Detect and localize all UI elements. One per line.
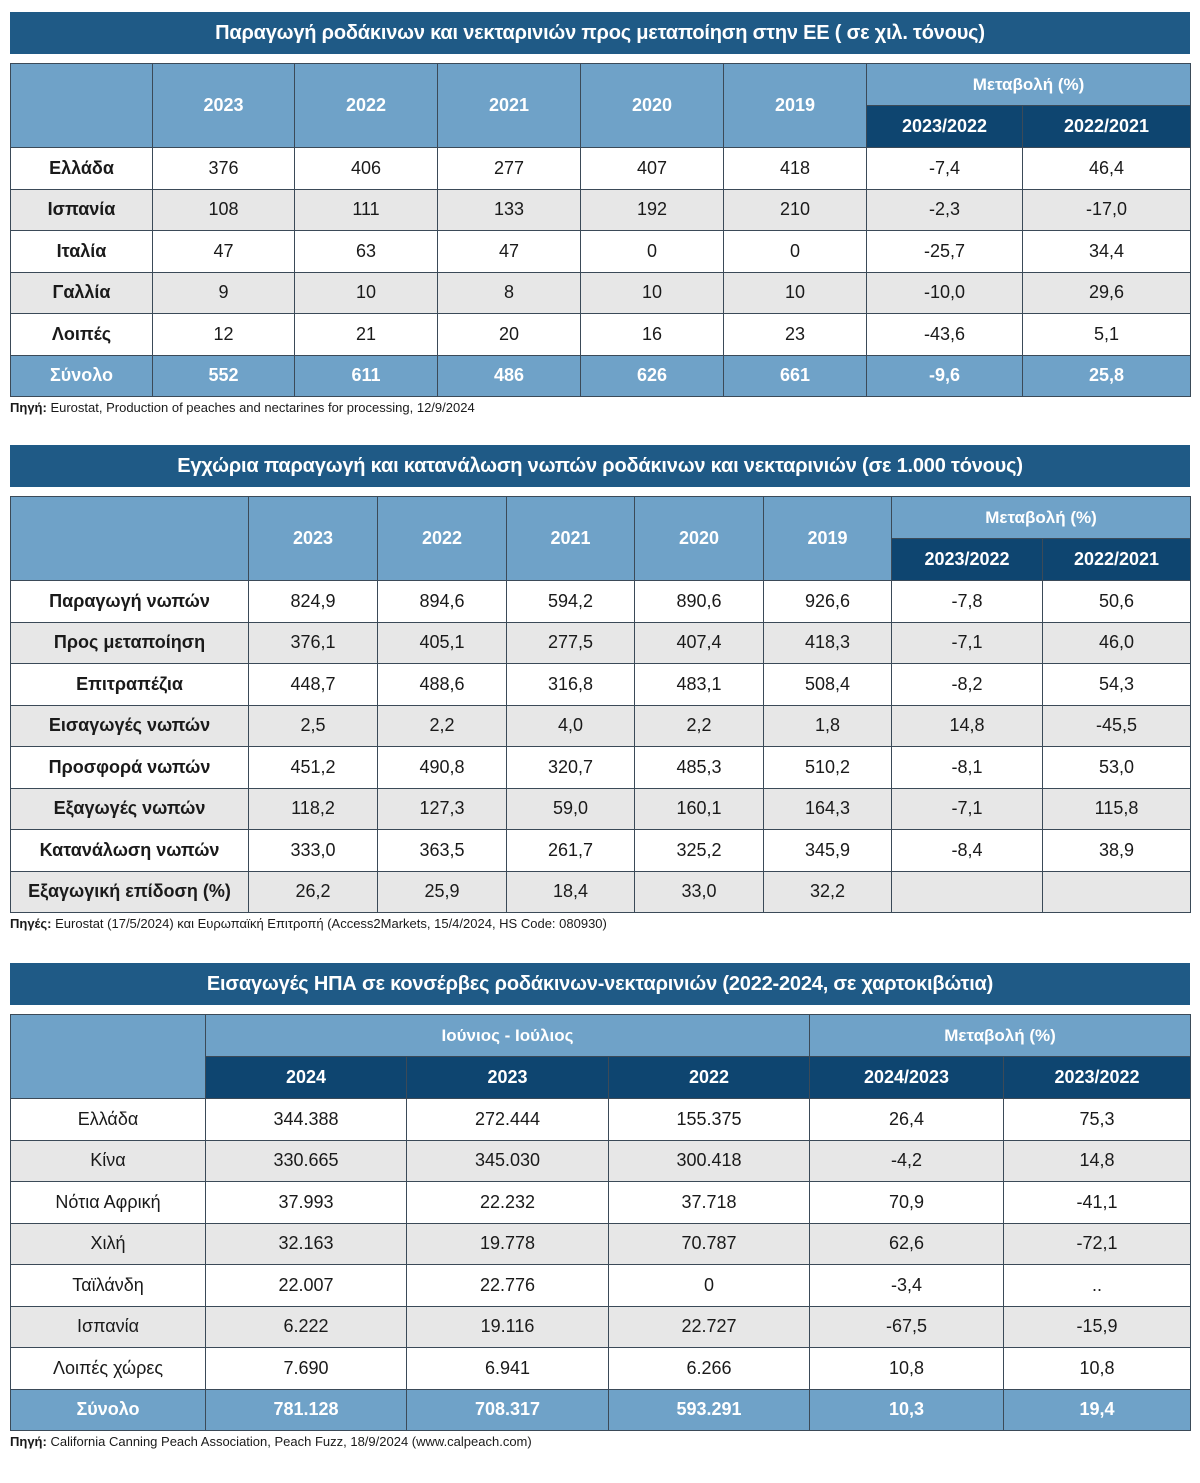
table2-cell: 277,5 — [507, 622, 635, 664]
table1-total-cell: 611 — [295, 355, 438, 397]
table3-row-label: Νότια Αφρική — [11, 1182, 206, 1224]
table2-title: Εγχώρια παραγωγή και κατανάλωση νωπών ροδάκινων και νεκταρινιών (σε 1.000 τόνους) — [10, 445, 1190, 487]
table1-row — [11, 148, 1191, 190]
table1-cell: -10,0 — [867, 272, 1023, 314]
table3-cell: 6.222 — [206, 1306, 407, 1348]
table1-cell: 46,4 — [1023, 148, 1191, 190]
table3-cell: 10,8 — [1004, 1348, 1191, 1390]
table2-row-label: Επιτραπέζια — [11, 664, 249, 706]
table2-cell: 14,8 — [892, 705, 1043, 747]
table2-cell: 54,3 — [1043, 664, 1191, 706]
table2-year-header: 2022 — [378, 497, 507, 581]
table2-cell: 451,2 — [249, 747, 378, 789]
table3-cell: 6.941 — [407, 1348, 609, 1390]
table2-cell: 127,3 — [378, 788, 507, 830]
table2 — [10, 496, 1191, 913]
table3-cell: 62,6 — [810, 1223, 1004, 1265]
table2-section — [10, 445, 1190, 931]
table3-cell: 22.727 — [609, 1306, 810, 1348]
table2-cell: 824,9 — [249, 581, 378, 623]
table1-cell: -43,6 — [867, 314, 1023, 356]
table2-cell: 118,2 — [249, 788, 378, 830]
table2-row — [11, 664, 1191, 706]
table3-period-header: 2023/2022 — [1004, 1057, 1191, 1099]
table2-cell: 508,4 — [764, 664, 892, 706]
table1-cell: 111 — [295, 189, 438, 231]
table3-cell: 19.778 — [407, 1223, 609, 1265]
table2-year-header: 2021 — [507, 497, 635, 581]
table3-change-header: Μεταβολή (%) — [810, 1015, 1191, 1057]
table2-row-label: Προσφορά νωπών — [11, 747, 249, 789]
table2-cell: 894,6 — [378, 581, 507, 623]
table1-row — [11, 189, 1191, 231]
table1-cell: 406 — [295, 148, 438, 190]
table2-cell: 510,2 — [764, 747, 892, 789]
table2-cell — [892, 871, 1043, 913]
table2-row-label: Εισαγωγές νωπών — [11, 705, 249, 747]
table2-cell: 594,2 — [507, 581, 635, 623]
table1-cell: 10 — [581, 272, 724, 314]
table3-source-text: California Canning Peach Association, Peach Fuzz, 18/9/2024 (www.calpeach.com) — [46, 1434, 532, 1449]
table1-year-header: 2020 — [581, 64, 724, 148]
table3-source-label: Πηγή: — [10, 1434, 47, 1449]
table2-row — [11, 581, 1191, 623]
table2-corner-header — [11, 497, 249, 581]
table1-row-label: Λοιπές — [11, 314, 153, 356]
table1-source-label: Πηγή: — [10, 400, 47, 415]
table3-cell: 70,9 — [810, 1182, 1004, 1224]
table3 — [10, 1014, 1191, 1431]
table1-cell: 10 — [295, 272, 438, 314]
table1-cell: 47 — [438, 231, 581, 273]
table2-row — [11, 747, 1191, 789]
table1-total-cell: 626 — [581, 355, 724, 397]
table3-total-cell: 593.291 — [609, 1389, 810, 1431]
table3-row-label: Λοιπές χώρες — [11, 1348, 206, 1390]
table2-cell: 407,4 — [635, 622, 764, 664]
table1-row-label: Γαλλία — [11, 272, 153, 314]
table1-year-header: 2023 — [153, 64, 295, 148]
table2-cell — [1043, 871, 1191, 913]
table2-year-header: 2023 — [249, 497, 378, 581]
table1-period-header: 2023/2022 — [867, 106, 1023, 148]
table3-total-cell: 781.128 — [206, 1389, 407, 1431]
table2-cell: 4,0 — [507, 705, 635, 747]
table1-period-header: 2022/2021 — [1023, 106, 1191, 148]
table3-cell: 155.375 — [609, 1099, 810, 1141]
table1 — [10, 63, 1191, 397]
table3-cell: 6.266 — [609, 1348, 810, 1390]
table3-cell: 26,4 — [810, 1099, 1004, 1141]
table3-cell: 0 — [609, 1265, 810, 1307]
table2-cell: -8,2 — [892, 664, 1043, 706]
table3-year-header: 2024 — [206, 1057, 407, 1099]
table3-year-header: 2023 — [407, 1057, 609, 1099]
table3-cell: .. — [1004, 1265, 1191, 1307]
table1-year-header: 2019 — [724, 64, 867, 148]
table1-year-header: 2021 — [438, 64, 581, 148]
table2-cell: -8,4 — [892, 830, 1043, 872]
table2-cell: 46,0 — [1043, 622, 1191, 664]
table3-cell: 10,8 — [810, 1348, 1004, 1390]
table2-cell: 53,0 — [1043, 747, 1191, 789]
table3-cell: 22.007 — [206, 1265, 407, 1307]
table2-cell: 345,9 — [764, 830, 892, 872]
table2-cell: 18,4 — [507, 871, 635, 913]
table1-cell: 133 — [438, 189, 581, 231]
table2-cell: 59,0 — [507, 788, 635, 830]
table2-period-header: 2022/2021 — [1043, 539, 1191, 581]
table1-cell: 63 — [295, 231, 438, 273]
table2-source-label: Πηγές: — [10, 916, 52, 931]
table2-cell: 325,2 — [635, 830, 764, 872]
table3-row — [11, 1223, 1191, 1265]
table2-cell: 33,0 — [635, 871, 764, 913]
table2-cell: -8,1 — [892, 747, 1043, 789]
table3-cell: 7.690 — [206, 1348, 407, 1390]
table1-cell: 376 — [153, 148, 295, 190]
table1-cell: 10 — [724, 272, 867, 314]
table2-cell: 926,6 — [764, 581, 892, 623]
table1-title: Παραγωγή ροδάκινων και νεκταρινιών προς μεταποίηση στην ΕΕ ( σε χιλ. τόνους) — [10, 12, 1190, 54]
table1-cell: 192 — [581, 189, 724, 231]
table2-cell: 2,2 — [378, 705, 507, 747]
table3-source — [10, 1434, 1190, 1449]
table2-source — [10, 916, 1190, 931]
table2-cell: 25,9 — [378, 871, 507, 913]
table2-row — [11, 871, 1191, 913]
table2-cell: 261,7 — [507, 830, 635, 872]
table2-cell: 485,3 — [635, 747, 764, 789]
table2-row-label: Εξαγωγές νωπών — [11, 788, 249, 830]
table1-cell: 12 — [153, 314, 295, 356]
table1-total-label: Σύνολο — [11, 355, 153, 397]
table2-year-header: 2019 — [764, 497, 892, 581]
table3-cell: 14,8 — [1004, 1140, 1191, 1182]
table2-cell: 2,2 — [635, 705, 764, 747]
table2-cell: 2,5 — [249, 705, 378, 747]
table3-period-label: Ιούνιος - Ιούλιος — [206, 1015, 810, 1057]
table1-total-cell: 486 — [438, 355, 581, 397]
table1-cell: 23 — [724, 314, 867, 356]
table1-row — [11, 231, 1191, 273]
table1-row-label: Ισπανία — [11, 189, 153, 231]
table1-row-label: Ιταλία — [11, 231, 153, 273]
table1-source — [10, 400, 1190, 415]
table2-cell: -7,1 — [892, 788, 1043, 830]
table3-year-header: 2022 — [609, 1057, 810, 1099]
table3-title: Εισαγωγές ΗΠΑ σε κονσέρβες ροδάκινων-νεκταρινιών (2022-2024, σε χαρτοκιβώτια) — [10, 963, 1190, 1005]
table2-cell: 164,3 — [764, 788, 892, 830]
table3-cell: 75,3 — [1004, 1099, 1191, 1141]
table1-corner-header — [11, 64, 153, 148]
table3-row-label: Ισπανία — [11, 1306, 206, 1348]
table1-cell: -17,0 — [1023, 189, 1191, 231]
table2-row-label: Εξαγωγική επίδοση (%) — [11, 871, 249, 913]
table2-row-label: Προς μεταποίηση — [11, 622, 249, 664]
table1-total-cell: 25,8 — [1023, 355, 1191, 397]
table2-cell: -7,1 — [892, 622, 1043, 664]
table2-cell: 38,9 — [1043, 830, 1191, 872]
table2-cell: -7,8 — [892, 581, 1043, 623]
table2-cell: 1,8 — [764, 705, 892, 747]
table2-cell: 160,1 — [635, 788, 764, 830]
table2-cell: 490,8 — [378, 747, 507, 789]
table2-cell: 316,8 — [507, 664, 635, 706]
table1-cell: 8 — [438, 272, 581, 314]
table1-cell: 210 — [724, 189, 867, 231]
table1-total-cell: 552 — [153, 355, 295, 397]
table3-cell: -72,1 — [1004, 1223, 1191, 1265]
table3-cell: -15,9 — [1004, 1306, 1191, 1348]
table1-total-cell: 661 — [724, 355, 867, 397]
table1-cell: -7,4 — [867, 148, 1023, 190]
table1-cell: 418 — [724, 148, 867, 190]
table3-cell: 22.232 — [407, 1182, 609, 1224]
table3-cell: -3,4 — [810, 1265, 1004, 1307]
table3-cell: -67,5 — [810, 1306, 1004, 1348]
table3-cell: 37.993 — [206, 1182, 407, 1224]
table2-row — [11, 830, 1191, 872]
table2-cell: 333,0 — [249, 830, 378, 872]
table3-corner-header — [11, 1015, 206, 1099]
table3-period-header: 2024/2023 — [810, 1057, 1004, 1099]
table3-row-label: Ταϊλάνδη — [11, 1265, 206, 1307]
table3-cell: 300.418 — [609, 1140, 810, 1182]
table3-cell: 37.718 — [609, 1182, 810, 1224]
table2-year-header: 2020 — [635, 497, 764, 581]
table2-cell: 418,3 — [764, 622, 892, 664]
table1-cell: 34,4 — [1023, 231, 1191, 273]
table2-change-header: Μεταβολή (%) — [892, 497, 1191, 539]
table3-cell: 272.444 — [407, 1099, 609, 1141]
table1-source-text: Eurostat, Production of peaches and nectarines for processing, 12/9/2024 — [46, 400, 475, 415]
table3-row — [11, 1182, 1191, 1224]
table2-cell: 26,2 — [249, 871, 378, 913]
table1-cell: 108 — [153, 189, 295, 231]
table2-cell: 483,1 — [635, 664, 764, 706]
table3-total-row — [11, 1389, 1191, 1431]
table3-cell: 19.116 — [407, 1306, 609, 1348]
table1-cell: 47 — [153, 231, 295, 273]
table2-cell: 376,1 — [249, 622, 378, 664]
table2-cell: 50,6 — [1043, 581, 1191, 623]
table2-row-label: Παραγωγή νωπών — [11, 581, 249, 623]
table3-row — [11, 1306, 1191, 1348]
table1-cell: 16 — [581, 314, 724, 356]
table1-cell: 0 — [581, 231, 724, 273]
table2-cell: 32,2 — [764, 871, 892, 913]
table3-row — [11, 1140, 1191, 1182]
table1-cell: 21 — [295, 314, 438, 356]
table3-cell: 330.665 — [206, 1140, 407, 1182]
table2-cell: 320,7 — [507, 747, 635, 789]
table1-cell: 20 — [438, 314, 581, 356]
table2-cell: 448,7 — [249, 664, 378, 706]
table3-total-cell: 19,4 — [1004, 1389, 1191, 1431]
table1-cell: 9 — [153, 272, 295, 314]
table3-total-cell: 708.317 — [407, 1389, 609, 1431]
table1-cell: -25,7 — [867, 231, 1023, 273]
table1-cell: 0 — [724, 231, 867, 273]
table3-row-label: Χιλή — [11, 1223, 206, 1265]
table2-row — [11, 622, 1191, 664]
table1-section — [10, 12, 1190, 415]
table2-cell: 115,8 — [1043, 788, 1191, 830]
table1-change-header: Μεταβολή (%) — [867, 64, 1191, 106]
table1-cell: -2,3 — [867, 189, 1023, 231]
table2-row — [11, 788, 1191, 830]
table1-total-cell: -9,6 — [867, 355, 1023, 397]
table3-cell: 345.030 — [407, 1140, 609, 1182]
table2-cell: 488,6 — [378, 664, 507, 706]
table3-total-label: Σύνολο — [11, 1389, 206, 1431]
table1-total-row — [11, 355, 1191, 397]
table3-cell: -41,1 — [1004, 1182, 1191, 1224]
table1-row — [11, 272, 1191, 314]
table3-cell: 22.776 — [407, 1265, 609, 1307]
table3-cell: 70.787 — [609, 1223, 810, 1265]
table2-cell: 405,1 — [378, 622, 507, 664]
table3-cell: -4,2 — [810, 1140, 1004, 1182]
table1-cell: 407 — [581, 148, 724, 190]
table3-section — [10, 963, 1190, 1449]
table3-row — [11, 1265, 1191, 1307]
table1-row — [11, 314, 1191, 356]
table3-cell: 32.163 — [206, 1223, 407, 1265]
table2-row — [11, 705, 1191, 747]
table1-cell: 277 — [438, 148, 581, 190]
table1-cell: 5,1 — [1023, 314, 1191, 356]
table3-total-cell: 10,3 — [810, 1389, 1004, 1431]
table2-cell: 363,5 — [378, 830, 507, 872]
table1-year-header: 2022 — [295, 64, 438, 148]
table2-source-text: Eurostat (17/5/2024) και Ευρωπαϊκή Επιτροπή (Access2Markets, 15/4/2024, HS Code: 080930) — [51, 916, 607, 931]
table1-row-label: Ελλάδα — [11, 148, 153, 190]
table3-row — [11, 1099, 1191, 1141]
table3-cell: 344.388 — [206, 1099, 407, 1141]
table2-row-label: Κατανάλωση νωπών — [11, 830, 249, 872]
table1-cell: 29,6 — [1023, 272, 1191, 314]
table2-period-header: 2023/2022 — [892, 539, 1043, 581]
table3-row-label: Ελλάδα — [11, 1099, 206, 1141]
table3-row-label: Κίνα — [11, 1140, 206, 1182]
table3-row — [11, 1348, 1191, 1390]
table2-cell: -45,5 — [1043, 705, 1191, 747]
table2-cell: 890,6 — [635, 581, 764, 623]
